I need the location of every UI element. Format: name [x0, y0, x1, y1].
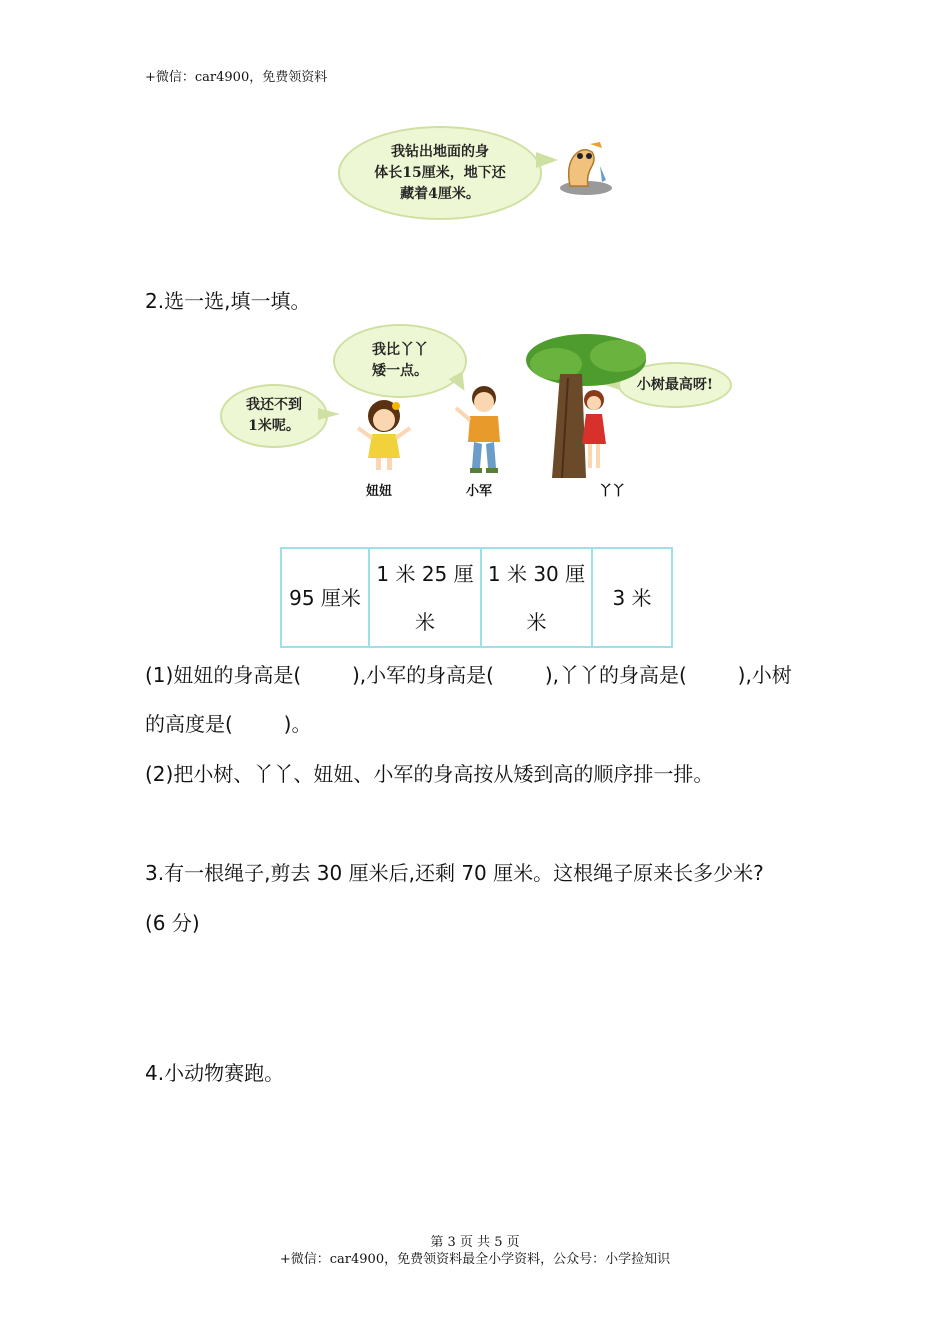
xiaojun-speech-text: 我比丫丫 矮一点。 [372, 342, 428, 379]
jiejie-speech-text: 我还不到 1米呢。 [246, 397, 302, 434]
q2-part1-line1: (1)妞妞的身高是( ),小军的身高是( ),丫丫的身高是( ),小树 [145, 663, 792, 687]
options-row [281, 548, 672, 647]
earthworm-speech-bubble [338, 126, 542, 220]
question-3-line1: 3.有一根绳子,剪去 30 厘米后,还剩 70 厘米。这根绳子原来长多少米? [145, 861, 764, 885]
jiejie-speech-bubble [220, 384, 328, 448]
footer-note: +微信：car4900，免费领资料最全小学资料，公众号：小学捡知识 [279, 1252, 671, 1267]
xiaojun-boy-illustration [450, 384, 514, 476]
option-cell: 1 米 30 厘 米 [481, 548, 592, 647]
option-cell: 95 厘米 [281, 548, 369, 647]
q2-part2: (2)把小树、丫丫、妞妞、小军的身高按从矮到高的顺序排一排。 [145, 762, 714, 786]
header-note: +微信：car4900，免费领资料 [145, 70, 328, 85]
yaya-girl-illustration [578, 388, 610, 474]
option-cell: 3 米 [592, 548, 672, 647]
q2-part1-line2: 的高度是( )。 [145, 712, 312, 736]
yaya-speech-text: 小树最高呀! [636, 376, 714, 393]
footer-page-number: 第 3 页 共 5 页 [430, 1235, 520, 1250]
question-3-line2: (6 分) [145, 911, 200, 935]
jiejie-girl-illustration [352, 396, 416, 476]
options-table [280, 547, 673, 648]
question-2-title: 2.选一选,填一填。 [145, 289, 311, 313]
earthworm-bubble-tail [536, 152, 558, 168]
earthworm-illustration [556, 136, 616, 198]
jiejie-bubble-tail [318, 408, 340, 420]
label-yaya: 丫丫 [599, 484, 626, 499]
xiaojun-speech-bubble [333, 324, 467, 398]
question-4-title: 4.小动物赛跑。 [145, 1061, 285, 1085]
label-xiaojun: 小军 [466, 484, 493, 499]
option-cell: 1 米 25 厘 米 [369, 548, 481, 647]
label-jiejie: 妞妞 [366, 484, 393, 499]
earthworm-speech-text: 我钻出地面的身 体长15厘米，地下还 藏着4厘米。 [374, 143, 506, 202]
